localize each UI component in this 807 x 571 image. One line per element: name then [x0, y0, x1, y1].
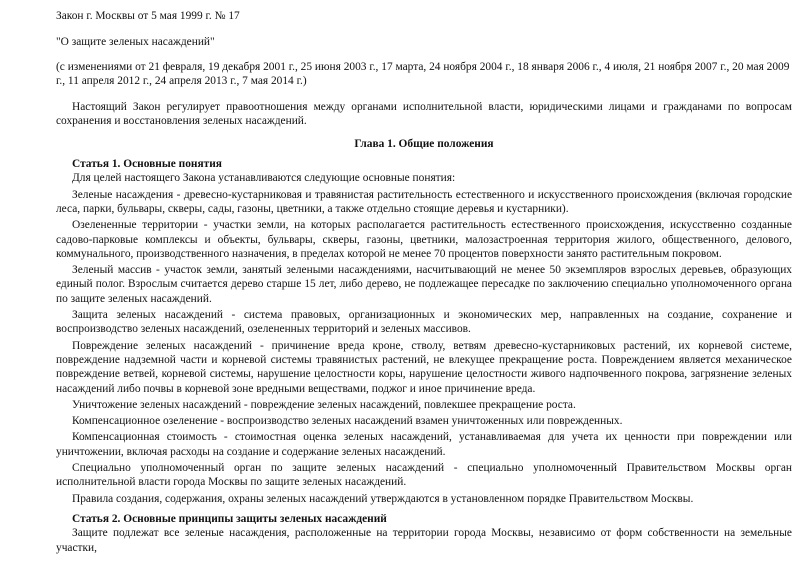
intro-paragraph: Настоящий Закон регулирует правоотношения между органами исполнительной власти, юридическими лицами и гражданами по вопросам сохранения и восстановления зеленых насаждений. — [56, 101, 792, 128]
article-1-heading: Статья 1. Основные понятия — [72, 158, 222, 171]
article-1-paragraph: Повреждение зеленых насаждений - причинение вреда кроне, стволу, ветвям древесно-кустарниковых растений, их корневой системе, повреждение надземной части и корневой системы травянистых растений, не влекущее прекращение роста. Повреждением является механическое повреждение ветвей, корневой системы, нарушение целостности коры, нарушение целостности живого надпочвенного покрова, загрязнение зеленых насаждений либо почвы в корневой зоне вредными веществами, поджог и иное причинение вреда. — [56, 339, 792, 395]
document-body — [56, 9, 792, 555]
article-2-heading: Статья 2. Основные принципы защиты зеленых насаждений — [72, 512, 387, 525]
article-1-paragraph: Озелененные территории - участки земли, на которых располагается растительность естественного происхождения, искусственно созданные садово-парковые комплексы и объекты, бульвары, скверы, газоны, цветники, малозастроенная территория жилого, общественного, делового, коммунального, производственного назначения, в пределах которой не менее 70 процентов поверхности занято растительным покровом. — [56, 219, 792, 260]
article-2-paragraph: Защите подлежат все зеленые насаждения, расположенные на территории города Москвы, независимо от форм собственности на земельные участки, — [56, 527, 792, 554]
article-1-paragraph: Уничтожение зеленых насаждений - повреждение зеленых насаждений, повлекшее прекращение роста. — [72, 398, 576, 411]
chapter-heading: Глава 1. Общие положения — [354, 137, 494, 150]
article-1-paragraph: Зеленый массив - участок земли, занятый зелеными насаждениями, насчитывающий не менее 50 экземпляров взрослых деревьев, образующих единый полог. Взрослым считается дерево старше 15 лет, либо дерево, не подлежащее пересадке по заключению специально уполномоченного органа по защите зеленых насаждений. — [56, 264, 792, 305]
law-title: Закон г. Москвы от 5 мая 1999 г. № 17 — [56, 10, 240, 22]
amendments-note: (с изменениями от 21 февраля, 19 декабря 2001 г., 25 июня 2003 г., 17 марта, 24 ноября 2004 г., 18 января 2006 г., 4 июля, 21 ноября 2007 г., 20 мая 2009 г., 11 апреля 2012 г., 24 апреля 2013 г., 7 мая 2014 г.) — [56, 60, 790, 87]
article-1-paragraph: Специально уполномоченный орган по защите зеленых насаждений - специально уполномоченный Правительством Москвы орган исполнительной власти города Москвы по защите зеленых насаждений. — [56, 462, 792, 489]
article-1-paragraph: Компенсационное озеленение - воспроизводство зеленых насаждений взамен уничтоженных или поврежденных. — [72, 415, 623, 428]
law-subtitle: "О защите зеленых насаждений" — [56, 36, 215, 49]
article-1-paragraph: Защита зеленых насаждений - система правовых, организационных и экономических мер, направленных на создание, сохранение и воспроизводство зеленых насаждений, озелененных территорий и зеленых массивов. — [56, 309, 792, 336]
article-1-paragraph: Зеленые насаждения - древесно-кустарниковая и травянистая растительность естественного и искусственного происхождения (включая городские леса, парки, бульвары, скверы, сады, газоны, цветники, а также отдельно стоящие деревья и кустарники). — [56, 188, 792, 215]
article-1-paragraph: Правила создания, содержания, охраны зеленых насаждений утверждаются в установленном порядке Правительством Москвы. — [72, 492, 694, 505]
article-1-paragraph: Компенсационная стоимость - стоимостная оценка зеленых насаждений, устанавливаемая для учета их ценности при повреждении или уничтожении, включая расходы на создание и содержание зеленых насаждений. — [56, 431, 792, 458]
article-1-paragraph: Для целей настоящего Закона устанавливаются следующие основные понятия: — [72, 172, 456, 185]
